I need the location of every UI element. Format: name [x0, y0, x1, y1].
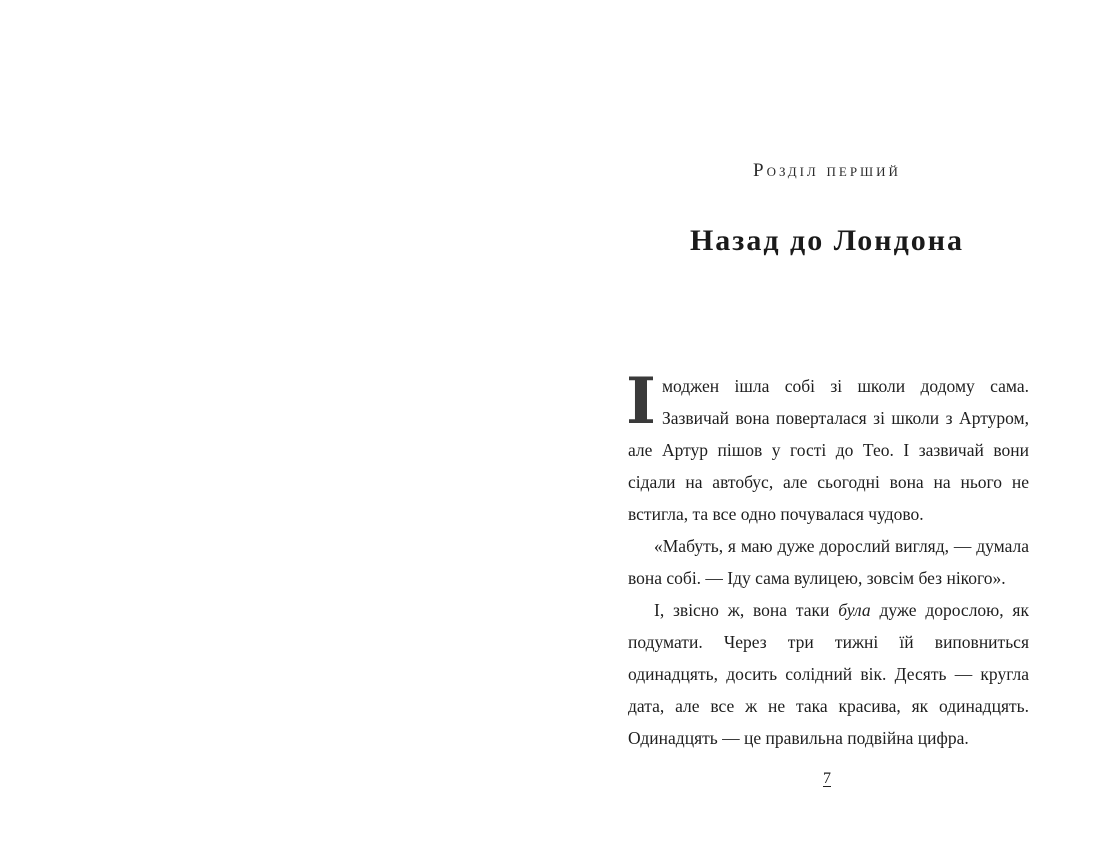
paragraph-2: «Мабуть, я маю дуже дорослий вигляд, — думала вона собі. — Іду сама вулицею, зовсім без нікого».	[628, 536, 1029, 588]
paragraph-3-text-a: І, звісно ж, вона таки	[654, 600, 839, 620]
right-page	[552, 0, 1105, 849]
chapter-title: Назад до Лондона	[689, 224, 965, 257]
paragraph-3-text-b: дуже дорослою, як подумати. Через три тижні їй виповниться одинадцять, досить солідний вік. Десять — кругла дата, але все ж не така красива, як одинадцять. Одинадцять — це правильна подвійна цифра.	[628, 600, 1029, 748]
chapter-body	[626, 364, 1029, 754]
paragraph-3-emphasis: була	[838, 600, 871, 620]
chapter-label: Розділ перший	[753, 160, 901, 181]
paragraph-3	[628, 594, 1029, 754]
paragraph-1	[626, 364, 1029, 530]
left-page-blank	[0, 0, 552, 849]
drop-cap: І	[626, 364, 656, 439]
page-number: 7	[823, 770, 831, 787]
paragraph-1-text: моджен ішла собі зі школи додому сама. Зазвичай вона поверталася зі школи з Артуром, але Артур пішов у гості до Тео. І зазвичай вони сідали на автобус, але сьогодні вона на нього не встигла, та все одно почувалася чудово.	[628, 376, 1029, 524]
